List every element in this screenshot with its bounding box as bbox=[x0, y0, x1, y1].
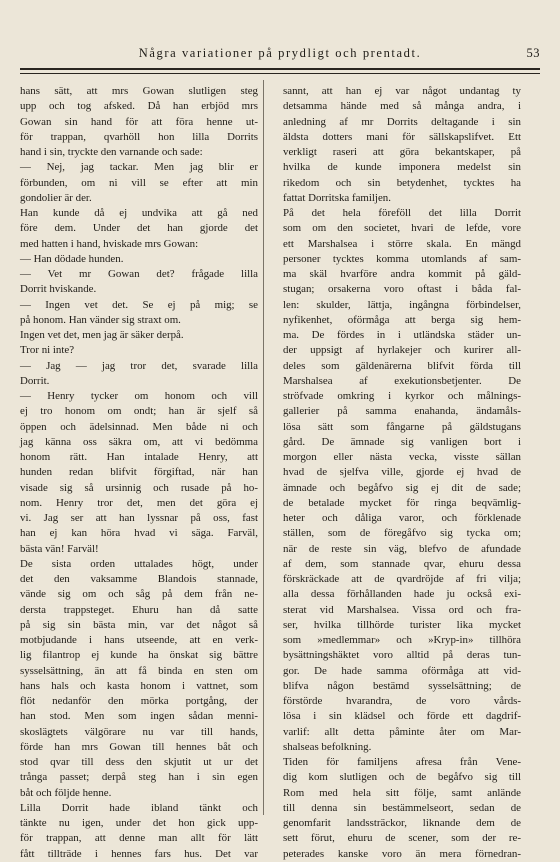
text-line: öppen och ädelsinnad. Men både ni och bbox=[20, 420, 258, 433]
text-line: vände sig om och såg på dem från ne- bbox=[20, 588, 258, 601]
text-line: Han kunde då ej undvika att gå ned bbox=[20, 207, 258, 219]
text-line: — Ingen vet det. Se ej på mig; se bbox=[20, 298, 258, 311]
text-line: upp och tog afsked. Då han erbjöd mrs bbox=[20, 100, 258, 113]
text-line: förbunden, om ni vill se efter att min bbox=[20, 176, 258, 189]
text-line: han ej kan höra hvad vi säga. Farväl, bbox=[20, 527, 258, 540]
text-line: på honom. Han vänder sig straxt om. bbox=[20, 313, 181, 326]
text-line: Dorrit hviskande. bbox=[20, 283, 97, 296]
text-line: peterades kanske voro än mera förnedran- bbox=[283, 847, 521, 860]
text-line: förde han mrs Gowan till hennes båt och bbox=[20, 740, 258, 753]
text-line: sysselsättning, än att få binda en sten om bbox=[20, 664, 258, 677]
text-line: rikedom och sin betydenhet, tycktes ha bbox=[283, 176, 521, 189]
text-line: af dem, som stannade qvar, ehuru dessa bbox=[283, 557, 521, 570]
text-line: skoslägtets välgörare nu var till hands, bbox=[20, 725, 258, 738]
text-line: ämnade och begåfvo sig ej dit de sade; bbox=[283, 481, 521, 494]
page-number: 53 bbox=[526, 46, 540, 60]
header-rule-thin bbox=[20, 73, 540, 74]
text-line: På det hela föreföll det lilla Dorrit bbox=[283, 207, 521, 219]
text-line: båt och följde henne. bbox=[20, 786, 112, 799]
text-line: hvilka de kunde imponera medelst sin bbox=[283, 161, 521, 174]
text-line: fattat Dorritska familjen. bbox=[283, 191, 391, 204]
text-line: hans hals och kasta honom i vattnet, som bbox=[20, 679, 258, 692]
text-line: ma skäl hvarföre andra kommit på gäld- bbox=[283, 268, 521, 280]
text-line: gondolier är der. bbox=[20, 191, 92, 204]
text-line: trånga passet; derpå steg han i sin egen bbox=[20, 771, 258, 784]
running-header bbox=[20, 46, 540, 61]
header-rule bbox=[20, 68, 540, 70]
text-line: ma. De fördes in i utländska städer un- bbox=[283, 329, 521, 341]
text-line: nyfikenhet, oförmåga att berga sig hem- bbox=[283, 313, 521, 326]
text-line: Rom med hela sitt följe, samt anlände bbox=[283, 786, 521, 799]
text-line: de betalade mycket för ringa beqvämlig- bbox=[283, 496, 521, 509]
left-column bbox=[20, 84, 258, 862]
text-line: dig kom slutligen och de begåfvo sig till bbox=[283, 771, 521, 784]
column-divider bbox=[263, 80, 264, 815]
text-line: till denna sin bestämmelseort, sedan de bbox=[283, 801, 521, 814]
text-line: hand i sin, tryckte den varnande och sade: bbox=[20, 146, 203, 158]
text-line: heter och dåliga varor, och förklenade bbox=[283, 512, 521, 524]
text-line: gård. De ämnade sig vanligen bort i bbox=[283, 435, 521, 448]
text-line: vi. Jag ser att han lyssnar på oss, fast bbox=[20, 512, 258, 524]
text-line: ställen, som de föregåfvo sig tycka om; bbox=[283, 527, 521, 540]
text-line: hvad de sjelfva ville, gjorde ej hvad de bbox=[283, 466, 521, 479]
text-line: alla dessa förhållanden hade ju också exi- bbox=[283, 588, 521, 601]
text-line: stugan; orsakerna voro oftast i båda fal- bbox=[283, 283, 521, 296]
text-line: han stod. Men som ingen sådan menni- bbox=[20, 710, 258, 723]
text-line: det den vaksamme Blandois stannade, bbox=[20, 573, 258, 585]
text-line: dersta trappsteget. Ehuru han då satte bbox=[20, 603, 258, 616]
text-line: De sista orden uttalades högt, under bbox=[20, 557, 258, 570]
text-line: hans sätt, att mrs Gowan slutligen steg bbox=[20, 85, 258, 97]
text-line: anledning af mr Dorrits deltagande i sin bbox=[283, 115, 521, 128]
text-line: Dorrit. bbox=[20, 374, 50, 387]
text-line: bästa vän! Farväl! bbox=[20, 542, 99, 555]
text-line: fått tillträde i hennes fars hus. Det var bbox=[20, 847, 258, 860]
text-line: Tror ni inte? bbox=[20, 344, 75, 357]
text-line: gor. De hade samma oförmåga att vid- bbox=[283, 664, 521, 677]
text-line: blifva någon bestämd sysselsättning; de bbox=[283, 679, 521, 692]
text-line: deles som gäldenärerna blifvit förda till bbox=[283, 359, 521, 372]
text-line: visade sig så ursinnig och rusade på ho- bbox=[20, 481, 258, 494]
text-line: lösa i sin klädsel och förde ett dagdrif- bbox=[283, 710, 521, 723]
text-line: ej tro honom om ondt; han är sjelf så bbox=[20, 405, 258, 418]
text-line: Lilla Dorrit hade ibland tänkt och bbox=[20, 801, 258, 814]
text-line: förskräckade att de qvardröjde af fri vilja; bbox=[283, 573, 521, 585]
text-line: sannt, att han ej var något undantag ty bbox=[283, 85, 521, 97]
text-line: bysättningshäktet voro alltid på deras tun- bbox=[283, 649, 521, 662]
text-line: morgon eller nästa vecka, visste sällan bbox=[283, 451, 521, 463]
text-line: före dem. Under det han gjorde det bbox=[20, 222, 258, 235]
text-line: verkligt raseri att göra bekantskaper, på bbox=[283, 146, 521, 158]
text-line: — Han dödade hunden. bbox=[20, 252, 124, 265]
text-line: detsamma hände med så många andra, i bbox=[283, 100, 521, 113]
text-line: tänkte nu igen, under det hon gick upp- bbox=[20, 817, 258, 829]
text-line: när de reste sin väg, blefvo de afundade bbox=[283, 542, 521, 555]
text-line: — Nej, jag tackar. Men jag blir er bbox=[20, 161, 258, 174]
text-line: ströfvade omkring i kyrkor och målnings- bbox=[283, 390, 521, 402]
text-line: — Vet mr Gowan det? frågade lilla bbox=[20, 268, 258, 280]
text-line: nom. Henry tror det, men det göra ej bbox=[20, 496, 258, 509]
text-line: gallerier på samma enahanda, ändamåls- bbox=[283, 405, 521, 418]
text-line: len: skulder, lättja, ingångna förbindelser, bbox=[283, 298, 521, 311]
text-line: varlif: allt detta påminte åter om Mar- bbox=[283, 725, 521, 738]
text-line: för trappan, att denne man allt för lätt bbox=[20, 832, 258, 845]
text-line: genomfarit landssträckor, liknande dem de bbox=[283, 817, 521, 829]
text-line: lösa sätt som fångarne på gäldstugans bbox=[283, 420, 521, 433]
text-line: shalseas befolkning. bbox=[283, 740, 372, 753]
text-line: förstörde hvarandra, de voro vårds- bbox=[283, 695, 521, 707]
text-line: stod qvar till dess den skjutit ut ur det bbox=[20, 756, 258, 768]
text-line: för trappan, qvarhöll hon lilla Dorrits bbox=[20, 130, 258, 143]
text-line: Ingen vet det, men jag är säker derpå. bbox=[20, 329, 184, 341]
text-line: honom rätt. Han intalade Henry, att bbox=[20, 451, 258, 463]
text-line: med hatten i hand, hviskade mrs Gowan: bbox=[20, 237, 199, 250]
text-line: ett Marshalsea i större skala. En mängd bbox=[283, 237, 521, 250]
text-line: jag känna oss säkra om, att vi bedömma bbox=[20, 435, 258, 448]
text-line: Gowan sin hand för att föra henne ut- bbox=[20, 115, 258, 128]
text-line: äldsta dotters mani för sällskapslifvet. Ett bbox=[283, 130, 521, 143]
text-line: hunden redan blifvit förgiftad, när han bbox=[20, 466, 258, 479]
text-line: ser, hvilka tillhörde turister lika mycket bbox=[283, 618, 521, 631]
text-line: sett förut, ehuru de scener, som der re- bbox=[283, 832, 521, 845]
right-column bbox=[283, 84, 521, 862]
running-title: Några variationer på prydligt och prentadt. bbox=[138, 46, 422, 60]
text-line: som om den societet, hvari de lefde, vore bbox=[283, 222, 521, 235]
text-line: Marshalsea af exekutionsbetjenter. De bbox=[283, 374, 521, 387]
text-line: flöt nedanför den mörka portgång, der bbox=[20, 695, 258, 707]
text-line: — Henry tycker om honom och vill bbox=[20, 390, 258, 402]
text-line: på sig sin bästa min, var det något så bbox=[20, 618, 258, 631]
text-line: motbjudande i hans utseende, att en verk- bbox=[20, 634, 258, 646]
text-line: personer tycktes komma utomlands af sam- bbox=[283, 252, 521, 265]
text-line: sterat vid Marshalsea. Vissa ord och fra- bbox=[283, 603, 521, 616]
text-line: Tiden för familjens afresa från Vene- bbox=[283, 756, 521, 768]
text-line: der uppsigt af hyrlakejer och kurirer all- bbox=[283, 344, 521, 357]
text-line: lig filantrop ej kunde ha önskat sig bättre bbox=[20, 649, 258, 662]
text-line: — Jag — jag tror det, svarade lilla bbox=[20, 359, 258, 372]
text-line: som »medlemmar» och »Kryp-in» tillhöra bbox=[283, 634, 521, 646]
